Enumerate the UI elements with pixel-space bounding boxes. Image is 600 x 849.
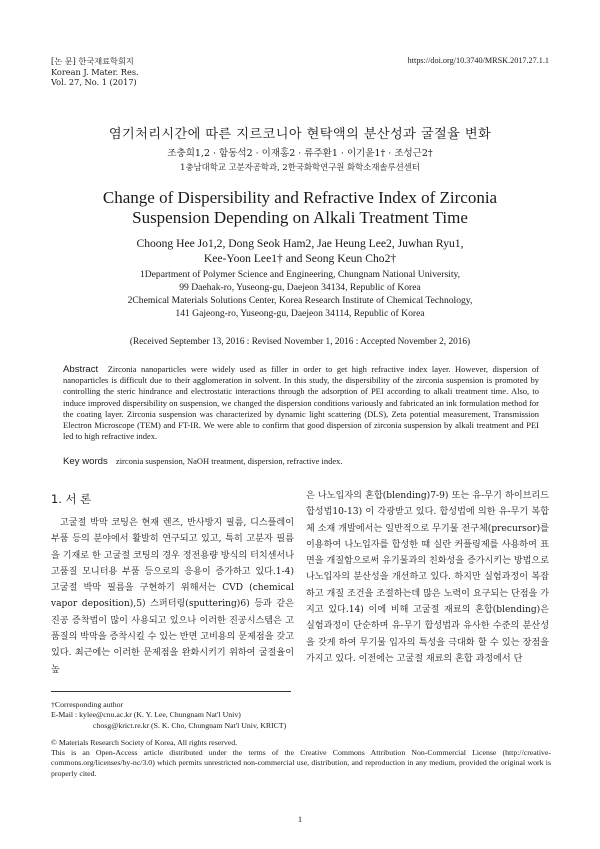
affiliations-english xyxy=(0,268,600,320)
keywords xyxy=(63,456,539,467)
body-column-right xyxy=(306,488,549,667)
authors-english-line-1: Choong Hee Jo1,2, Dong Seok Ham2, Jae Heung Lee2, Juwhan Ryu1, xyxy=(136,237,464,250)
title-english-line-2: Suspension Depending on Alkali Treatment Time xyxy=(132,208,468,227)
authors-korean: 조충희1,2 · 함동석2 · 이재홍2 · 류주환1 · 이기윤1† · 조성근2† xyxy=(167,148,433,159)
section-heading-introduction: 1. 서 론 xyxy=(51,492,92,506)
body-paragraph-left: 고굴절 박막 코팅은 현재 렌즈, 반사방지 필름, 디스플레이 부품 등의 분야에서 활발히 연구되고 있고, 특히 고분자 필름을 기재로 한 고굴절 코팅의 경우 정전용량 방식의 터치센서나 고품질 모니터용 부품 등으로의 응용이 증가하고 있다.1-4) 고굴절 박막 필름을 구현하기 위해서는 CVD (chemical vapor deposition),5) 스퍼터링(sputtering)6) 등과 같은 진공 증착법이 많이 사용되고 있으나 이러한 진공시스템은 고품질의 박막을 증착시킬 수 있는 반면 고비용의 문제점을 갖고 있다. 최근에는 이러한 문제점을 완화시키기 위하여 굴절율이 높 xyxy=(51,518,294,675)
footnote-divider xyxy=(51,691,291,692)
corresponding-author-note: †Corresponding author xyxy=(51,700,124,709)
affiliation-line-4: 141 Gajeong-ro, Yuseong-gu, Daejeon 34114, Republic of Korea xyxy=(175,308,425,319)
article-category: [논 문] 한국재료학회지 xyxy=(51,56,134,66)
affiliation-line-3: 2Chemical Materials Solutions Center, Korea Research Institute of Chemical Technology, xyxy=(127,295,473,306)
received-dates: (Received September 13, 2016 : Revised November 1, 2016 : Accepted November 2, 2016) xyxy=(129,337,471,347)
affiliations-korean: 1충남대학교 고분자공학과, 2한국화학연구원 화학소재솔루션센터 xyxy=(180,162,420,172)
abstract xyxy=(63,364,539,442)
doi-link[interactable]: https://doi.org/10.3740/MRSK.2017.27.1.1 xyxy=(407,56,549,65)
title-korean: 염기처리시간에 따른 지르코니아 현탁액의 분산성과 굴절율 변화 xyxy=(108,127,492,142)
affiliation-line-1: 1Department of Polymer Science and Engineering, Chungnam National University, xyxy=(139,269,461,280)
abstract-label: Abstract xyxy=(63,364,99,375)
body-paragraph-right: 은 나노입자의 혼합(blending)7-9) 또는 유-무기 하이브리드 합성법10-13) 이 각광받고 있다. 합성법에 의한 유-무기 복합체 소재 개발에서는 일반적으로 무기물 전구체(precursor)를 이용하여 나노입자를 합성한 때 실란 커플링제를 사용하여 표면을 개질함으로써 유기물과의 친화성을 증가시키는 방법으로 나노입자의 분산성을 개선하고 있다. 하지만 실험과정이 복잡하고 개질 조건을 조절하는데 많은 노력이 요구되는 단점을 가지고 있다.14) 이에 비해 고굴절 재료의 혼합(blending)은 실험과정이 단순하며 유-무기 합성법과 유사한 수준의 분산성을 갖게 하여 무기물 입자의 특성을 극대화 할 수 있는 장점을 가지고 있다. 이전에는 고굴절 재료의 혼합 과정에서 단 xyxy=(306,491,549,664)
body-column-left xyxy=(51,515,294,678)
keywords-text: zirconia suspension, NaOH treatment, dispersion, refractive index. xyxy=(115,456,343,466)
page-number: 1 xyxy=(297,814,303,824)
volume-issue: Vol. 27, No. 1 (2017) xyxy=(51,77,137,88)
journal-header xyxy=(51,56,139,88)
title-english xyxy=(0,188,600,228)
keywords-label: Key words xyxy=(63,456,108,467)
license-notice: This is an Open-Access article distributed under the terms of the Creative Commons Attribution Non-Commercial License (http://creative-commons.org/licenses/by-nc/3.0) which permits unrestricted non-commercial use, distribution, and reproduction in any medium, provided the original work is properly cited. xyxy=(51,748,551,778)
email-line-2: chosg@krict.re.kr (S. K. Cho, Chungnam Nat'l Univ, KRICT) xyxy=(93,720,287,730)
authors-english xyxy=(0,236,600,266)
footnotes xyxy=(51,700,551,779)
abstract-text: Zirconia nanoparticles were widely used as filler in order to get high refractive index layer. However, dispersion of nanoparticles is difficult due to their agglomeration in solvent. In this study, the dispersibility of the zirconia suspension is promoted by controlling the steric hindrance and electrostatic interactions through the adsorption of PEI according to alkali treatment time. Also, to induce improved dispersibility on suspension, we changed the dispersion conditions variously and fabricated an ink formulation method for the coating layer. Zirconia suspension was characterized by dynamic light scattering (DLS), Zeta potential measurement, Transmission Electron Microscope (TEM) and FT-IR. We were able to confirm that good dispersion of zirconia suspension by alkali treatment and PEI led to high refractive index. xyxy=(63,364,539,442)
journal-abbreviation: Korean J. Mater. Res. xyxy=(51,66,139,77)
email-line-1: E-Mail : kylee@cnu.ac.kr (K. Y. Lee, Chungnam Nat'l Univ) xyxy=(51,710,241,720)
title-english-line-1: Change of Dispersibility and Refractive Index of Zirconia xyxy=(102,188,498,207)
affiliation-line-2: 99 Daehak-ro, Yuseong-gu, Daejeon 34134, Republic of Korea xyxy=(179,282,421,293)
copyright-notice: © Materials Research Society of Korea, All rights reserved. xyxy=(51,737,238,747)
authors-english-line-2: Kee-Yoon Lee1† and Seong Keun Cho2† xyxy=(203,252,397,265)
